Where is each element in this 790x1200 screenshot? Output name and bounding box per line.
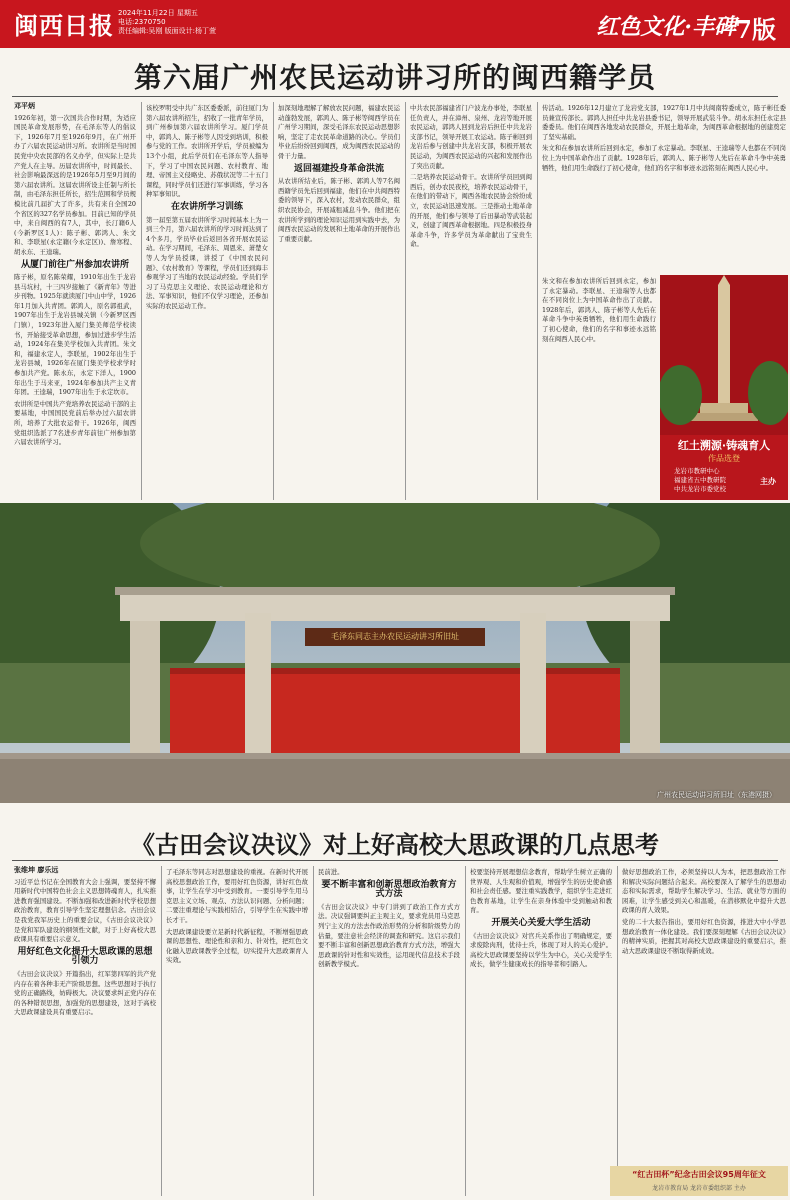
organizer: 龙岩市教研中心: [674, 467, 720, 475]
paragraph: 《古田会议决议》开篇指出，红军第四军的共产党内存在着各种非无产阶级思想。这些思想对于执行党的正确路线，妨碍极大。决议要求纠正党内存在的各种错误思想，加强党的思想建设，这对于高校大思政课建设具有重要启示。: [14, 969, 156, 1017]
column-divider: [537, 102, 538, 500]
promo-box: [660, 275, 788, 500]
paragraph: 党的二十大报告指出，要用好红色资源，推进大中小学思想政治教育一体化建设。我们要深刻理解《古田会议决议》的精神实质，把握其对高校大思政课建设的重要启示，推动大思政课建设不断取得新成效。: [622, 917, 786, 955]
article2-column-2: [166, 866, 308, 1196]
article1-headline: 第六届广州农民运动讲习所的闽西籍学员: [133, 61, 656, 94]
divider: [12, 96, 778, 97]
paragraph: 该校罗明受中共广东区委委派，前往厦门为第六届农讲所招生，招收了一批青年学员，到广州参加第六届农讲所学习。厦门学员中，郭鸿人、陈子彬等人因受到培训，积极参与党的工作。农讲所开学后，学员被编为13个小组，此后学员们在毛泽东等人指导下，学习了中国农民问题、农村教育、地理、帝国主义侵略史、苏俄状况等二十五门课程，同时学员们还进行军事训练，学习各种军事知识。: [146, 104, 268, 199]
promo-subtitle: 作品选登: [708, 454, 740, 463]
article2-headline: 《古田会议决议》对上好高校大思政课的几点思考: [131, 831, 659, 859]
promo-organizers: [674, 467, 726, 494]
paragraph: 1926年初，第一次国共合作时期，为适应国民革命发展形势，在毛泽东等人的倡议下，1926年7月至1926年9月，在广州开办了六届农民运动讲习所。农讲所是当时国民党中央农民部的名义办学，但实际上是共产党人在主导。历届农讲所中，时间最长、社会影响最深远的是1926年5月至9月间的第六届农讲所。这届农讲所设主任制与所长制，由毛泽东担任所长，招生范围和学员规模比前几届扩大了许多，共有来自全国20个省区的327名学员参加。目前已知的学员中，来自闽西的有7人，其中，长汀籍6人(今新罗区1人)：陈子彬、郭鸿人、朱文和、李联星(永定籍(今永定区))、詹寒程、胡永东、王逵瑞。: [14, 113, 136, 256]
column-divider: [273, 102, 274, 500]
article1-column-2: [146, 102, 268, 500]
column-divider: [313, 866, 314, 1196]
column-divider: [161, 866, 162, 1196]
paragraph: 大思政课建设要立足新时代新征程，不断增强思政课的思想性、理论性和亲和力、针对性，把红色文化融入思政课教学全过程，切实提升大思政课育人实效。: [166, 927, 308, 965]
promo-host: 主办: [760, 477, 776, 486]
paragraph: 了毛泽东等同志对思想建设的重视。在新时代开展高校思想政治工作，要用好红色资源，讲好红色故事，让学生在学习中受到教育。一要引导学生用马克思主义立场、观点、方法认识问题、分析问题；二要注重理论与实践相结合，引导学生在实践中增长才干。: [166, 868, 308, 924]
page-number: 7版: [735, 15, 776, 44]
column-divider: [405, 102, 406, 500]
paragraph: 传活动。1926年12月建立了龙岩党支部，1927年1月中共闽南特委成立，陈子彬任委员兼宣传部长。郭鸿人担任中共龙岩县委书记，领导开展武装斗争。胡永东担任永定县委委员。他们在闽西各地发动农民群众，开展土地革命，为闽西革命根据地的创建奠定了坚实基础。: [542, 104, 786, 141]
promo-title: 红土溯源·铸魂育人: [677, 439, 771, 452]
newspaper-logo: 闽西日报: [14, 11, 114, 40]
badge-title: “红古田杯”纪念古田会议95周年征文: [632, 1170, 766, 1179]
paragraph: 中共农民部福建省门户波龙办事处，李联星任负责人，并在漳州、泉州、龙岩等地开展农民运动，郭鸿人回到龙岩后担任中共龙岩支部书记，领导开展工农运动。陈子彬回到龙岩后参与创建中共龙岩支部，积极开展农民运动，为闽西农民运动的兴起和发展作出了突出贡献。: [410, 104, 532, 170]
article1-column-1: [14, 102, 136, 500]
article2-subheading-2: 要不断丰富和创新思想政治教育方式方法: [321, 879, 457, 900]
essay-contest-badge: [610, 1166, 788, 1196]
paragraph: 校要坚持开展理想信念教育，帮助学生树立正确的世界观、人生观和价值观，增强学生的历史使命感和社会责任感。要注重实践教学，组织学生走进红色教育基地，让学生在亲身体验中受到触动和教育。: [470, 868, 612, 915]
issue-date: 2024年11月22日 星期五: [118, 9, 198, 17]
article1-column-5: [542, 102, 786, 272]
article2-column-4: [470, 866, 612, 1196]
phone-number: 电话:2370750: [118, 18, 166, 26]
article1-subheading-3: 返回福建投身革命洪流: [293, 163, 384, 174]
masthead-meta: [118, 9, 216, 36]
paragraph: 《古田会议决议》对官兵关系作出了明确规定，要求废除肉刑，优待士兵，体现了对人的关心爱护。高校大思政课要坚持以学生为中心，关心关爱学生成长，做学生健康成长的指导者和引路人。: [470, 931, 612, 969]
section-title: 红色文化·丰碑: [596, 14, 736, 40]
photo-caption: 广州农民运动讲习所旧址（东港网摄）: [657, 791, 776, 799]
paragraph: 朱文和在参加农讲所后回到永定，参加了永定暴动。李联星、王逵瑞等人也都在不同岗位上为中国革命作出了贡献。1928年后，郭鸿人、陈子彬等人先后在革命斗争中英勇牺牲，他们用生命践行了初心使命，他们的名字和事迹永远铭刻在闽西人民心中。: [542, 144, 786, 172]
badge-subtitle: 龙岩市教育局 龙岩市委组织部 主办: [652, 1185, 746, 1192]
paragraph: 加深刻地理解了解放农民问题，福建农民运动蓬勃发展，郭鸿人、陈子彬等闽西学员在广州学习期间，深受毛泽东农民运动思想影响，坚定了走农民革命道路的决心。学员们毕业后纷纷回到闽西，成为闽西农民运动的骨干力量。: [278, 104, 400, 160]
paragraph: 民前进。: [318, 868, 344, 876]
article1-column-3: [278, 102, 400, 500]
organizer: 福建省五中教研院: [674, 476, 726, 484]
lecture-institute-photo: [0, 503, 790, 803]
article2-subheading-1: 用好红色文化提升大思政课的思想引领力: [17, 946, 153, 967]
paragraph: 《古田会议决议》中专门讲到了政治工作方式方法。决议强调要纠正主观主义，要求党员用马克思列宁主义的方法去作政治形势的分析和阶级势力的估量，要注意社会经济的调查和研究。这启示我们要不断丰富和创新思想政治教育方式方法，增强大思政课的针对性和实效性，运用现代信息技术手段创新教学模式。: [318, 902, 460, 969]
paragraph: 陈子彬，原名陈荣耀，1910年出生于龙岩县马坑村，十三四岁接触了《新青年》等进步刊物。1925年就读厦门中山中学，1926年1月加入共青团。郭鸿人，原名郭祖武，1907年出生于龙岩县城关镇（今新罗区西门镇），1923年进入厦门集美师范学校读书，开始接受革命思想，参加过进步学生活动，1924年在集美学校加入共青团。朱文和，福建永定人，李联星，1902年出生于龙岩县城，1926年在厦门集美学校求学时参加共产党。陈永东，永定下洋人，1900年出生于马来亚，1924年参加共产主义青年团。王逵瑞，1907年出生于永定坎市。: [14, 273, 136, 397]
paragraph: 习近平总书记在全国教育大会上强调，要坚持不懈用新时代中国特色社会主义思想铸魂育人，扎实推进教育强国建设。不断加强和改进新时代学校思想政治教育，教育引导学生坚定理想信念。古田会议是我党我军历史上的重要会议，《古田会议决议》是党和军队建设的纲领性文献，对于上好高校大思政课具有重要启示意义。: [14, 877, 156, 944]
article1-subheading-1: 从厦门前往广州参加农讲所: [20, 259, 129, 270]
article2-subheading-3: 开展关心关爱大学生活动: [491, 917, 591, 928]
monument-illustration: [660, 275, 788, 435]
paragraph: 二是培养农民运动骨干。农讲所学员回到闽西后，创办农民夜校，培养农民运动骨干，在他们的带动下，闽西各地农民协会纷纷成立，农民运动迅速发展。三是推动土地革命的开展，他们参与领导了后田暴动等武装起义，创建了闽西革命根据地。四是积极投身革命斗争，许多学员为革命献出了宝贵生命。: [410, 173, 532, 249]
photo-illustration: [0, 503, 790, 803]
divider: [12, 860, 778, 861]
masthead: [0, 0, 790, 48]
paragraph: 农讲所是中国共产党培养农民运动干部的主要基地，中国国民党前后举办过六届农讲所，培养了大批农运骨干。1926年，闽西党组织选派了7名进步青年前往广州参加第六届农讲所学习。: [14, 399, 136, 447]
article2-column-1: [14, 866, 156, 1196]
column-divider: [141, 102, 142, 500]
article1-column-4: [410, 102, 532, 500]
article2-column-3: [318, 866, 460, 1196]
paragraph: 朱文和在参加农讲所后回到永定，参加了永定暴动。李联星、王逵瑞等人也都在不同岗位上为中国革命作出了贡献。1928年后，郭鸿人、陈子彬等人先后在革命斗争中英勇牺牲，他们用生命践行了初心使命，他们的名字和事迹永远铭刻在闽西人民心中。: [542, 277, 656, 343]
article1-column-5b: [542, 275, 656, 500]
column-divider: [617, 866, 618, 1196]
article1-author: 邓平炳: [14, 102, 35, 110]
paragraph: 第一届至第五届农讲所学习时间基本上为一到三个月，第六届农讲所的学习时间达到了4个多月，学员毕业后返回各省开展农民运动。在学习期间，毛泽东、周恩来、萧楚女等人为学员授课，讲授了《中国农民问题》、《农村教育》等课程，学员们还到海丰参观学习了当地的农民运动经验。学员们学习了马克思主义理论、农民运动理论和方法、军事知识，他们不仅学习理论，还参加实际的农民运动工作。: [146, 215, 268, 310]
article1-subheading-2: 在农讲所学习训练: [170, 201, 243, 212]
editors-credit: 责任编辑:吴刚 版面设计:杨丁萱: [118, 27, 216, 35]
paragraph: 从农讲所结业后，陈子彬、郭鸿人等7名闽西籍学员先后回到福建，他们在中共闽西特委的领导下，深入农村，发动农民群众，组织农民协会，开展减租减息斗争。他们把在农讲所学到的理论知识运用到实践中去，为闽西农民运动的发展和土地革命的开展作出了重要贡献。: [278, 177, 400, 243]
organizer: 中共龙岩市委党校: [674, 485, 726, 493]
column-divider: [465, 866, 466, 1196]
paragraph: 做好思想政治工作，必须坚持以人为本，把思想政治工作和解决实际问题结合起来。高校要深入了解学生的思想动态和实际需求，帮助学生解决学习、生活、就业等方面的困难，让学生感受到关心和温暖，在潜移默化中提升大思政课的育人效果。: [622, 868, 786, 915]
gate-inscription: 毛泽东同志主办农民运动讲习所旧址: [331, 632, 459, 641]
article2-column-5: [622, 866, 786, 1162]
article2-author: 张维坤 廖乐远: [14, 866, 59, 874]
